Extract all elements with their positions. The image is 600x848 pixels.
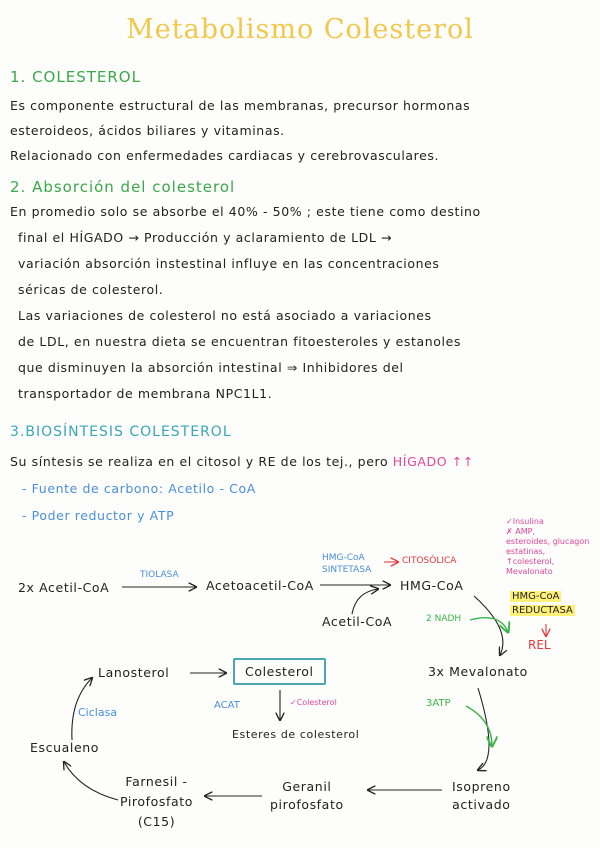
node-isopreno-activado [452,778,511,814]
node-colesterol: Colesterol [233,658,326,685]
cofactor-nadh: 2 NADH [426,614,462,624]
enzyme-hmg-sintetasa-1: HMG-CoA [322,553,365,563]
enzyme-tiolasa: TIOLASA [140,570,179,580]
s2-line-1: En promedio solo se absorbe el 40% - 50% ; este tiene como destino [10,204,481,219]
geranil-line-1: Geranil [282,779,332,794]
node-geranil-pirofosfato [270,778,344,814]
s1-line-2: esteroideos, ácidos biliares y vitaminas. [10,123,285,138]
reg-line-4: estatinas, [506,547,546,556]
enzyme-hmg-sintetasa-2: SINTETASA [322,565,372,575]
geranil-line-2: pirofosfato [270,797,344,812]
node-acetil-coa-x2: 2x Acetil-CoA [18,580,110,595]
label-rel: REL [528,638,551,652]
reductasa-line-2: REDUCTASA [512,605,573,616]
regulation-notes [506,517,589,577]
section-1-heading: 1. COLESTEROL [10,68,141,86]
reductasa-line-1: HMG-CoA [512,591,560,602]
node-esteres-colesterol: Esteres de colesterol [232,728,360,741]
s3-bullet-2: - Poder reductor y ATP [22,508,175,523]
node-farnesil-pirofosfato [120,772,193,832]
s2-line-2: final el HÍGADO → Producción y aclaramiento de LDL → [18,230,393,245]
s2-line-3: variación absorción instestinal influye en las concentraciones [18,256,440,271]
label-citosolica: CITOSÓLICA [402,556,457,566]
s2-line-6: de LDL, en nuestra dieta se encuentran fitoesteroles y estanoles [18,334,461,349]
reg-line-5: ↑colesterol, [506,557,555,566]
cofactor-atp: 3ATP [426,698,451,709]
s2-line-5: Las variaciones de colesterol no está asociado a variaciones [18,308,432,323]
s2-line-4: séricas de colesterol. [18,282,164,297]
reg-line-1: ✓Insulina [506,517,544,526]
node-mevalonato: 3x Mevalonato [428,664,528,679]
reg-line-6: Mevalonato [506,567,553,576]
farnesil-line-1: Farnesil - [125,774,188,789]
s1-line-1: Es componente estructural de las membranas, precursor hormonas [10,98,471,113]
s1-line-3: Relacionado con enfermedades cardiacas y cerebrovasculares. [10,148,440,163]
farnesil-line-2: Pirofosfato [120,794,194,809]
node-escualeno: Escualeno [30,740,99,755]
node-lanosterol: Lanosterol [98,665,170,680]
node-acetil-coa: Acetil-CoA [322,614,393,629]
reg-line-2: ✗ AMP, [506,527,535,536]
s3-intro-organ: HÍGADO ↑↑ [392,454,474,469]
s3-bullet-1: - Fuente de carbono: Acetilo - CoA [22,481,256,496]
node-hmg-coa: HMG-CoA [400,578,464,593]
s3-intro-text: Su síntesis se realiza en el citosol y RE de los tej., pero [10,454,389,469]
enzyme-acat: ACAT [214,700,240,711]
page-title: Metabolismo Colesterol [126,14,474,45]
acat-regulation: ✓Colesterol [290,698,337,707]
isopreno-line-2: activado [452,797,511,812]
s2-line-8: transportador de membrana NPC1L1. [18,386,273,401]
s2-line-7: que disminuyen la absorción intestinal ⇒ Inhibidores del [18,360,404,375]
reg-line-3: esteroides, glucagon [506,537,590,546]
section-2-heading: 2. Absorción del colesterol [10,178,236,196]
enzyme-ciclasa: Ciclasa [78,706,118,719]
farnesil-line-3: (C15) [137,814,176,829]
enzyme-hmg-reductasa [510,590,575,618]
node-acetoacetil-coa: Acetoacetil-CoA [206,578,314,593]
section-3-heading: 3.BIOSÍNTESIS COLESTEROL [10,424,232,440]
isopreno-line-1: Isopreno [452,779,511,794]
